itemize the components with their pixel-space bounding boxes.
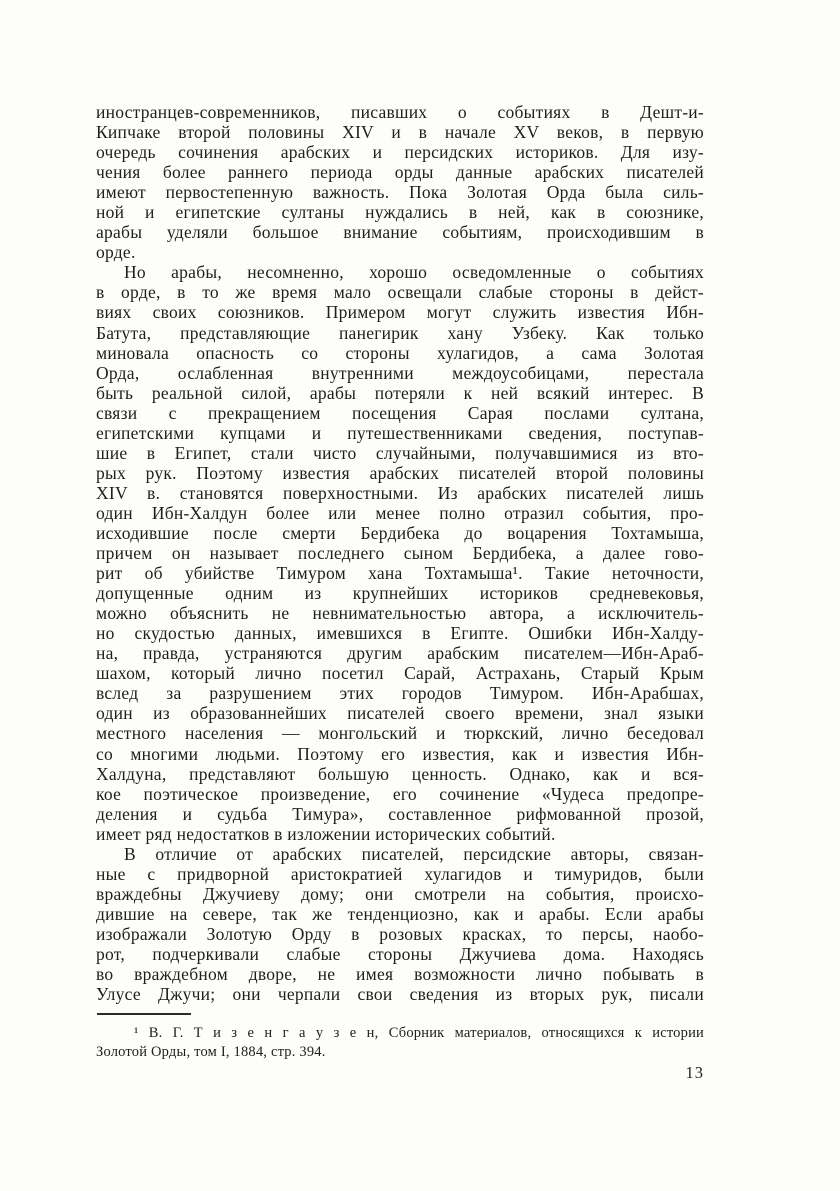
text-line: орде. <box>96 242 136 263</box>
text-line: иностранцев-современников, писавших о событиях в Дешт-и- <box>96 102 704 122</box>
text-line: чения более раннего периода орды данные арабских писателей <box>96 162 704 183</box>
text-line: но скудостью данных, имевшихся в Египте. Ошибки Ибн-Халду- <box>96 623 704 644</box>
text-line: Халдуна, представляют большую ценность. Однако, как и вся- <box>96 763 704 784</box>
text-line: имеют первостепенную важность. Пока Золотая Орда была силь- <box>96 182 704 203</box>
text-line: Орда, ослабленная внутренними междоусобицами, перестала <box>96 362 704 383</box>
text-line: в орде, в то же время мало освещали слабые стороны в дейст- <box>96 282 704 303</box>
text-line: египетскими купцами и путешественниками сведения, поступав- <box>96 422 704 443</box>
body-text <box>96 102 704 1004</box>
text-line: Улусе Джучи; они черпали свои сведения из вторых рук, писали <box>96 984 704 1005</box>
text-line: вслед за разрушением этих городов Тимуром. Ибн-Арабшах, <box>96 683 704 704</box>
text-line: можно объяснить не невнимательностью автора, а исключитель- <box>96 603 704 624</box>
text-line: деления и судьба Тимура», составленное рифмованной прозой, <box>96 803 704 824</box>
footnote-line: Золотой Орды, том I, 1884, стр. 394. <box>96 1043 326 1060</box>
page-number: 13 <box>685 1063 704 1082</box>
text-line: быть реальной силой, арабы потеряли к ней всякий интерес. В <box>96 382 704 403</box>
text-line: рых рук. Поэтому известия арабских писателей второй половины <box>96 462 704 483</box>
text-line: один из образованнейших писателей своего времени, знал языки <box>96 703 704 724</box>
text-line: дившие на севере, так же тенденциозно, как и арабы. Если арабы <box>96 903 704 924</box>
text-line: рит об убийстве Тимуром хана Тохтамыша¹. Такие неточности, <box>96 563 704 584</box>
text-line: очередь сочинения арабских и персидских историков. Для изу- <box>96 142 704 163</box>
footnote <box>96 1024 704 1061</box>
text-line: Батута, представляющие панегирик хану Узбеку. Как только <box>96 322 704 343</box>
text-line: шие в Египет, стали чисто случайными, получавшимися из вто- <box>96 442 704 463</box>
text-line: ные с придворной аристократией хулагидов и тимуридов, были <box>96 863 704 884</box>
text-line: В отличие от арабских писателей, персидские авторы, связан- <box>124 843 704 864</box>
text-line: кое поэтическое произведение, его сочинение «Чудеса предопре- <box>96 783 704 804</box>
text-line: во враждебном дворе, не имея возможности лично побывать в <box>96 964 704 985</box>
text-line: Но арабы, несомненно, хорошо осведомленные о событиях <box>124 262 704 283</box>
text-line: изображали Золотую Орду в розовых красках, то персы, наобо- <box>96 923 704 944</box>
text-line: исходившие после смерти Бердибека до воцарения Тохтамыша, <box>96 522 704 543</box>
text-line: миновала опасность со стороны хулагидов, а сама Золотая <box>96 342 704 363</box>
text-line: имеет ряд недостатков в изложении исторических событий. <box>96 823 556 844</box>
text-line: XIV в. становятся поверхностными. Из арабских писателей лишь <box>96 482 704 503</box>
text-line: арабы уделяли большое внимание событиям, происходившим в <box>96 222 704 243</box>
text-line: виях своих союзников. Примером могут служить известия Ибн- <box>96 302 704 323</box>
text-line: рот, подчеркивали слабые стороны Джучиева дома. Находясь <box>96 943 704 964</box>
text-line: на, правда, устраняются другим арабским писателем—Ибн-Араб- <box>96 643 704 664</box>
text-line: со многими людьми. Поэтому его известия, как и известия Ибн- <box>96 743 704 764</box>
text-line: причем он называет последнего сыном Бердибека, а далее гово- <box>96 543 704 564</box>
text-line: ной и египетские султаны нуждались в ней, как в союзнике, <box>96 202 704 223</box>
text-line: враждебны Джучиеву дому; они смотрели на события, происхо- <box>96 883 704 904</box>
text-line: Кипчаке второй половины XIV и в начале XV веков, в первую <box>96 122 704 143</box>
footnote-separator-rule <box>97 1013 191 1015</box>
text-line: допущенные одним из крупнейших историков средневековья, <box>96 583 704 604</box>
text-line: один Ибн-Халдун более или менее полно отразил события, про- <box>96 502 704 523</box>
text-line: местного населения — монгольский и тюркский, лично беседовал <box>96 723 704 744</box>
text-line: связи с прекращением посещения Сарая послами султана, <box>96 402 704 423</box>
footnote-line: ¹ В. Г. Т и з е н г а у з е н, Сборник материалов, относящихся к истории <box>134 1025 704 1041</box>
text-line: шахом, который лично посетил Сарай, Астрахань, Старый Крым <box>96 663 704 684</box>
